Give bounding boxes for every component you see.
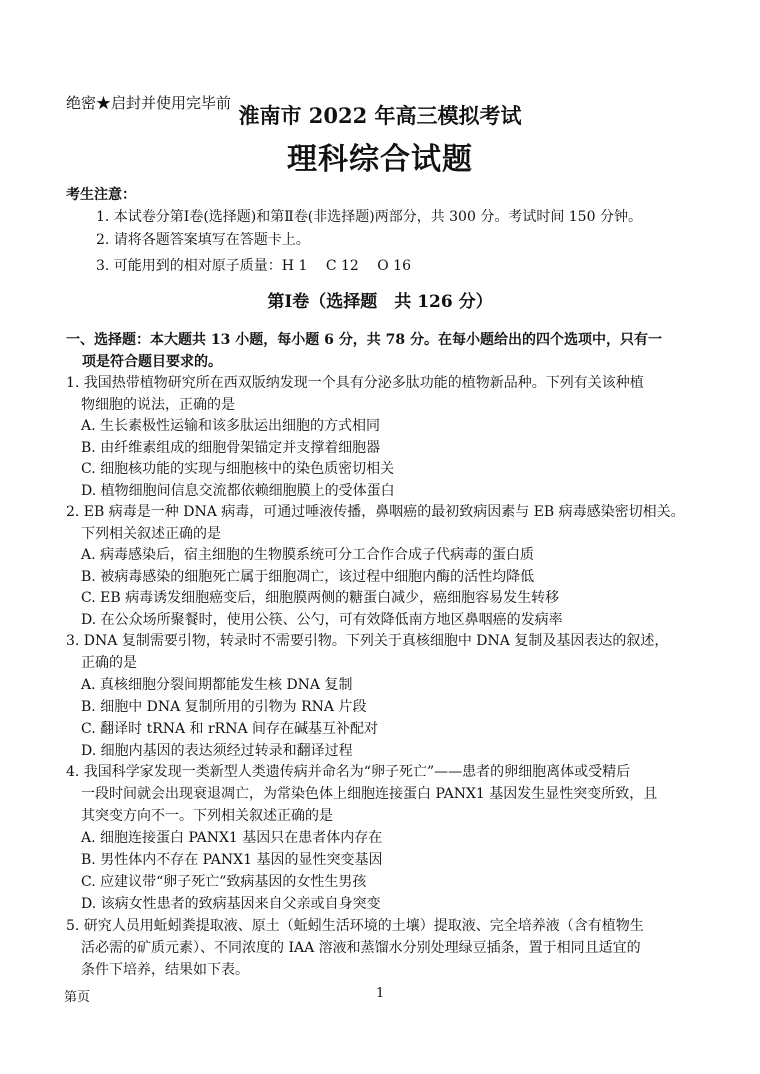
confidential-label: 绝密★启封并使用完毕前	[66, 94, 232, 112]
question-stem: 活必需的矿质元素）、不同浓度的 IAA 溶液和蒸馏水分别处理绿豆插条，置于相同且适宜的	[81, 940, 641, 956]
question-option: B. 细胞中 DNA 复制所用的引物为 RNA 片段	[81, 699, 367, 715]
question-option: B. 被病毒感染的细胞死亡属于细胞凋亡，该过程中细胞内酶的活性均降低	[81, 569, 535, 585]
question-stem: 条件下培养，结果如下表。	[81, 962, 249, 978]
page-title: 理科综合试题	[287, 142, 473, 177]
part-heading: 项是符合题目要求的。	[82, 354, 222, 370]
question-option: C. EB 病毒诱发细胞癌变后，细胞膜两侧的糖蛋白减少，癌细胞容易发生转移	[81, 590, 560, 606]
part-heading: 一、选择题：本大题共 13 小题，每小题 6 分，共 78 分。在每小题给出的四个选项中，只有一	[66, 332, 662, 348]
question-option: C. 翻译时 tRNA 和 rRNA 间存在碱基互补配对	[81, 721, 379, 737]
question-option: D. 该病女性患者的致病基因来自父亲或自身突变	[81, 896, 381, 912]
question-stem: 一段时间就会出现衰退凋亡，为常染色体上细胞连接蛋白 PANX1 基因发生显性突变所致，且	[81, 786, 658, 802]
question-option: D. 植物细胞间信息交流都依赖细胞膜上的受体蛋白	[81, 483, 395, 499]
question-option: B. 由纤维素组成的细胞骨架锚定并支撑着细胞器	[81, 440, 381, 456]
question-stem: 其突变方向不一。下列相关叙述正确的是	[81, 808, 333, 824]
footer-page-label: 第页	[64, 990, 91, 1005]
page-number: 1	[376, 986, 385, 1001]
question-stem: 下列相关叙述正确的是	[81, 526, 221, 542]
question-option: D. 细胞内基因的表达须经过转录和翻译过程	[81, 743, 353, 759]
question-option: A. 真核细胞分裂间期都能发生核 DNA 复制	[81, 677, 353, 693]
question-stem: 正确的是	[81, 655, 137, 671]
question-option: A. 生长素极性运输和该多肽运出细胞的方式相同	[81, 418, 381, 434]
exam-title: 淮南市 2022 年高三模拟考试	[238, 103, 522, 128]
notice-item: 1. 本试卷分第Ⅰ卷(选择题)和第Ⅱ卷(非选择题)两部分，共 300 分。考试时间 150 分钟。	[96, 209, 642, 225]
notice-item: 2. 请将各题答案填写在答题卡上。	[96, 232, 310, 248]
notice-heading: 考生注意：	[66, 187, 136, 203]
section-title: 第Ⅰ卷（选择题 共 126 分）	[267, 292, 493, 312]
notice-item: 3. 可能用到的相对原子质量：H 1 C 12 O 16	[96, 258, 411, 274]
question-option: C. 应建议带“卵子死亡”致病基因的女性生男孩	[81, 874, 367, 890]
question-stem: 1. 我国热带植物研究所在西双版纳发现一个具有分泌多肽功能的植物新品种。下列有关该种植	[66, 375, 644, 391]
question-option: B. 男性体内不存在 PANX1 基因的显性突变基因	[81, 852, 383, 868]
question-stem: 4. 我国科学家发现一类新型人类遗传病并命名为“卵子死亡”——患者的卵细胞离体或受精后	[66, 764, 631, 780]
question-option: A. 细胞连接蛋白 PANX1 基因只在患者体内存在	[81, 830, 383, 846]
question-option: A. 病毒感染后，宿主细胞的生物膜系统可分工合作合成子代病毒的蛋白质	[81, 547, 535, 563]
question-option: C. 细胞核功能的实现与细胞核中的染色质密切相关	[81, 461, 395, 477]
question-stem: 3. DNA 复制需要引物，转录时不需要引物。下列关于真核细胞中 DNA 复制及基因表达的叙述，	[66, 633, 669, 649]
question-option: D. 在公众场所聚餐时，使用公筷、公勺，可有效降低南方地区鼻咽癌的发病率	[81, 612, 563, 628]
question-stem: 2. EB 病毒是一种 DNA 病毒，可通过唾液传播，鼻咽癌的最初致病因素与 EB 病毒感染密切相关。	[66, 504, 685, 520]
question-stem: 5. 研究人员用蚯蚓粪提取液、原土（蚯蚓生活环境的土壤）提取液、完全培养液（含有植物生	[66, 918, 644, 934]
question-stem: 物细胞的说法，正确的是	[81, 397, 235, 413]
